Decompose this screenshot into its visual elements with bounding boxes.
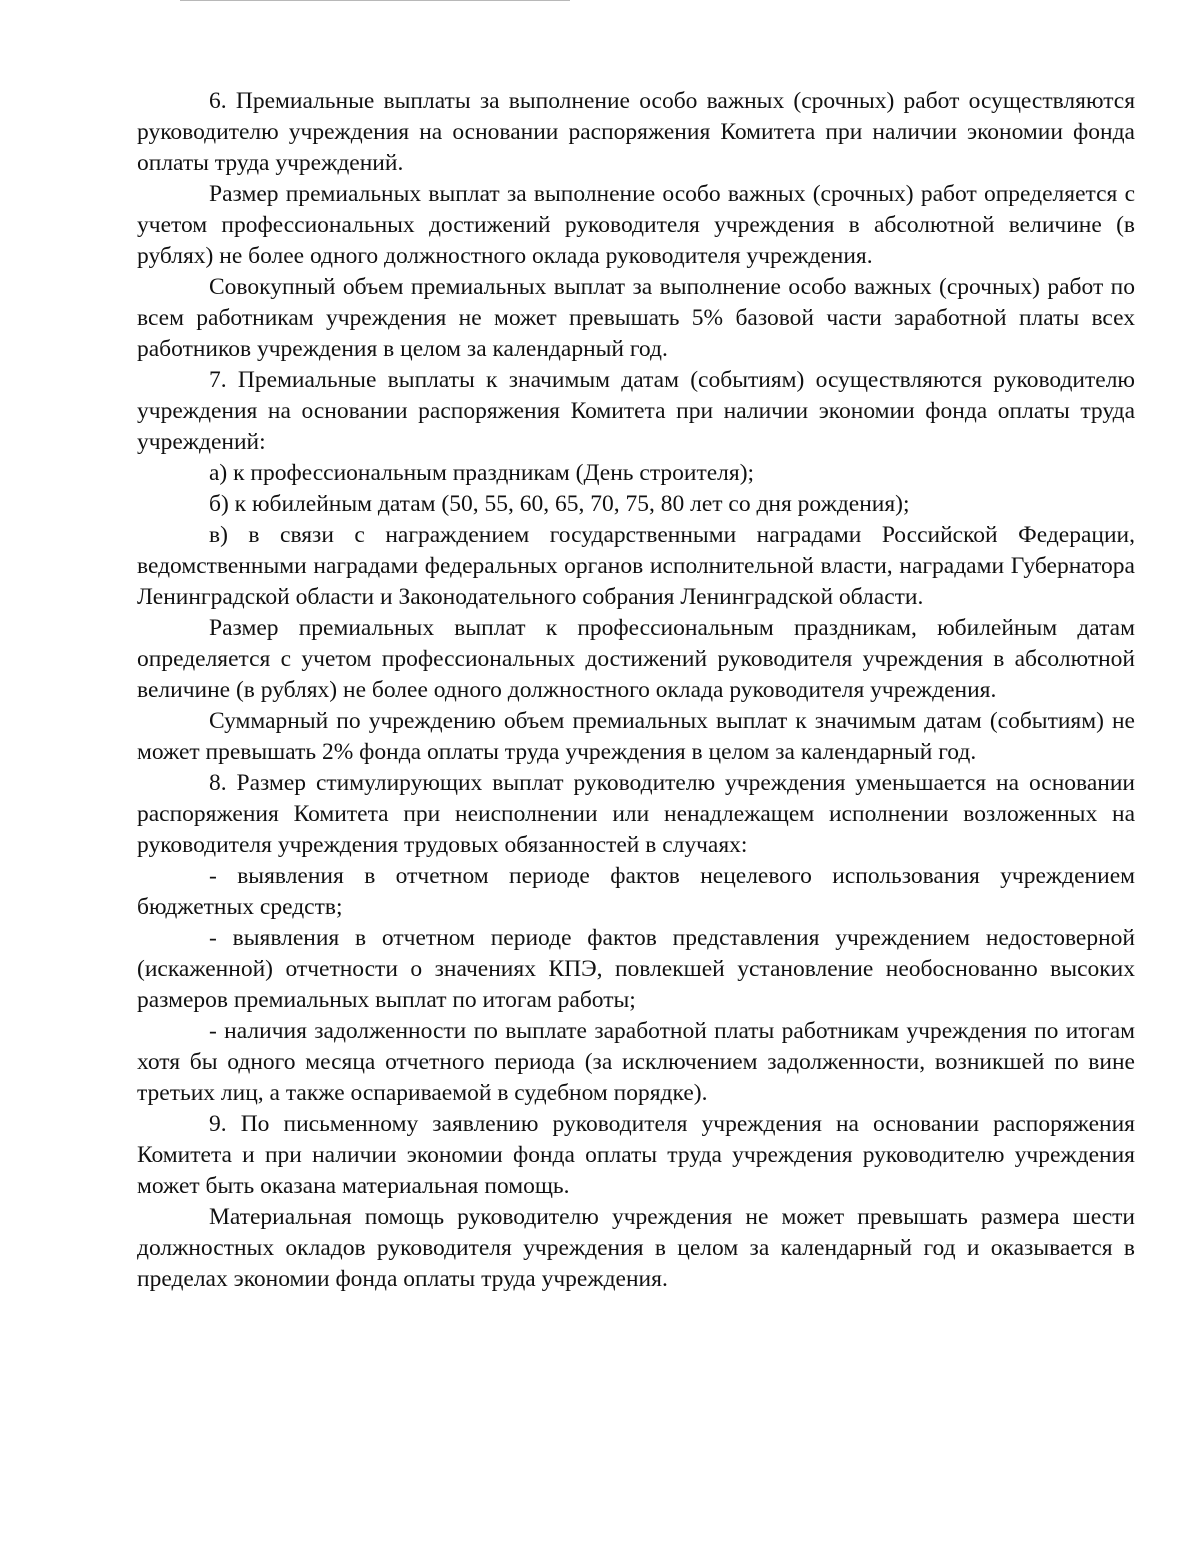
paragraph-6-bonus-total: Совокупный объем премиальных выплат за выполнение особо важных (срочных) работ по всем работникам учреждения не может превышать 5% базовой части заработной платы всех работников учреждения в целом за календарный год.	[137, 274, 1135, 362]
paragraph-8: 8. Размер стимулирующих выплат руководителю учреждения уменьшается на основании распоряжения Комитета при неисполнении или ненадлежащем исполнении возложенных на руководителя учреждения трудовых обязанностей в случаях:	[137, 770, 1135, 858]
paragraph-9-aid-limit: Материальная помощь руководителю учреждения не может превышать размера шести должностных окладов руководителя учреждения в целом за календарный год и оказывается в пределах экономии фонда оплаты труда учреждения.	[137, 1204, 1135, 1292]
paragraph-6: 6. Премиальные выплаты за выполнение особо важных (срочных) работ осуществляются руководителю учреждения на основании распоряжения Комитета при наличии экономии фонда оплаты труда учреждений.	[137, 88, 1135, 176]
paragraph-6-bonus-size: Размер премиальных выплат за выполнение особо важных (срочных) работ определяется с учетом профессиональных достижений руководителя учреждения в абсолютной величине (в рублях) не более одного должностного оклада руководителя учреждения.	[137, 181, 1135, 269]
paragraph-7-bonus-total: Суммарный по учреждению объем премиальных выплат к значимым датам (событиям) не может превышать 2% фонда оплаты труда учреждения в целом за календарный год.	[137, 708, 1135, 765]
list-item-dash-2: - выявления в отчетном периоде фактов представления учреждением недостоверной (искаженной) отчетности о значениях КПЭ, повлекшей установление необоснованно высоких размеров премиальных выплат по итогам работы;	[137, 925, 1135, 1013]
paragraph-7-bonus-size: Размер премиальных выплат к профессиональным праздникам, юбилейным датам определяется с учетом профессиональных достижений руководителя учреждения в абсолютной величине (в рублях) не более одного должностного оклада руководителя учреждения.	[137, 615, 1135, 703]
document-body	[137, 86, 1135, 1295]
list-item-dash-3: - наличия задолженности по выплате заработной платы работникам учреждения по итогам хотя бы одного месяца отчетного периода (за исключением задолженности, возникшей по вине третьих лиц, а также оспариваемой в судебном порядке).	[137, 1018, 1135, 1106]
list-item-b: б) к юбилейным датам (50, 55, 60, 65, 70, 75, 80 лет со дня рождения);	[209, 491, 910, 517]
paragraph-9: 9. По письменному заявлению руководителя учреждения на основании распоряжения Комитета и при наличии экономии фонда оплаты труда учреждения руководителю учреждения может быть оказана материальная помощь.	[137, 1111, 1135, 1199]
scan-edge-line	[180, 0, 570, 7]
list-item-c: в) в связи с награждением государственными наградами Российской Федерации, ведомственными наградами федеральных органов исполнительной власти, наградами Губернатора Ленинградской области и Законодательного собрания Ленинградской области.	[137, 522, 1135, 610]
list-item-dash-1: - выявления в отчетном периоде фактов нецелевого использования учреждением бюджетных средств;	[137, 863, 1135, 920]
paragraph-7: 7. Премиальные выплаты к значимым датам (событиям) осуществляются руководителю учреждения на основании распоряжения Комитета при наличии экономии фонда оплаты труда учреждений:	[137, 367, 1135, 455]
list-item-a: а) к профессиональным праздникам (День строителя);	[209, 460, 755, 486]
